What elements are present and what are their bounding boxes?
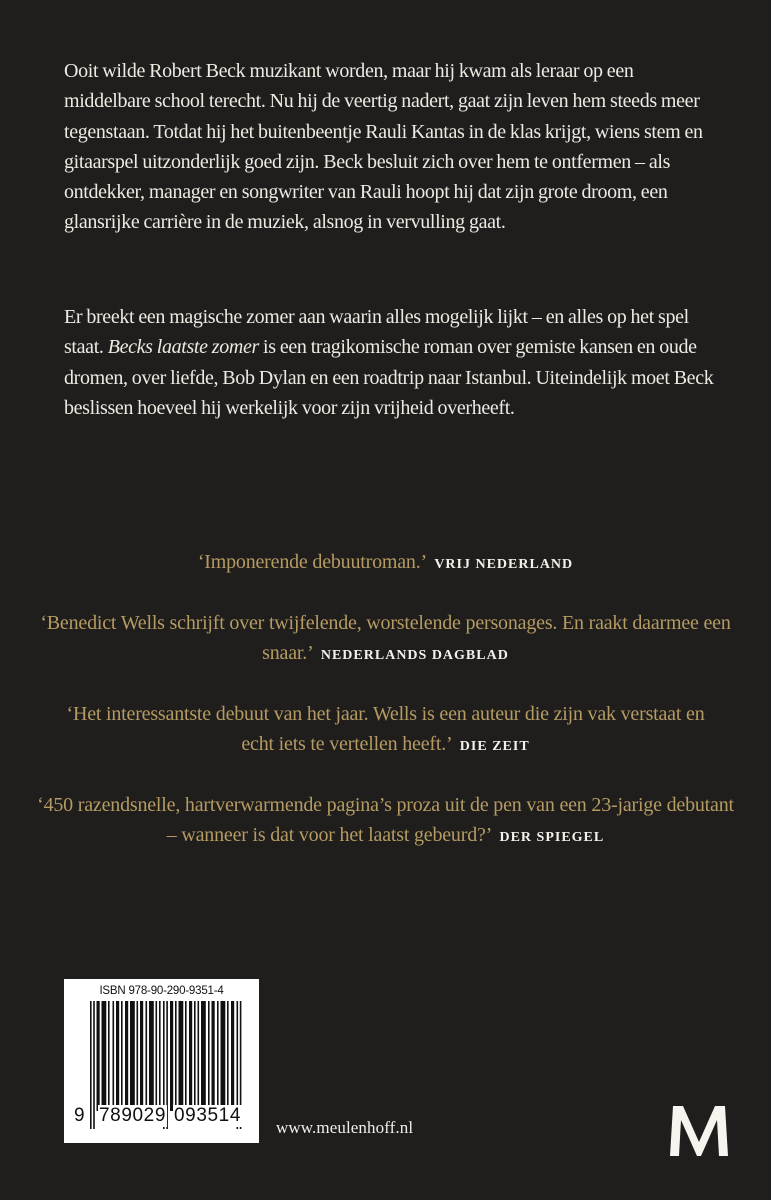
press-quotes (0, 547, 771, 854)
ean-right-group: 093514 (174, 1105, 242, 1126)
quote-source: DIE ZEIT (459, 739, 530, 754)
ean-first-digit: 9 (74, 1105, 86, 1126)
quote-text: ‘Benedict Wells schrijft over twijfelende, worstelende personages. En raakt daarmee een snaar.’ (40, 611, 731, 664)
blurb-text-2 (64, 302, 714, 423)
quote-text: ‘Imponerende debuutroman.’ (197, 551, 426, 573)
quote-source: VRIJ NEDERLAND (434, 557, 574, 572)
ean-left-group: 789029 (99, 1105, 167, 1126)
blurb-text-1: Ooit wilde Robert Beck muzikant worden, maar hij kwam als leraar op een middelbare school terecht. Nu hij de veertig nadert, gaat zijn leven hem steeds meer tegenstaan. Totdat hij het buitenbeentje Rauli Kantas in de klas krijgt, wiens stem en gitaarspel uitzonderlijk goed zijn. Beck besluit zich over hem te ontfermen – als ontdekker, manager en songwriter van Rauli hoopt hij dat zijn grote droom, een glansrijke carrière in de muziek, alsnog in vervulling gaat. (64, 60, 703, 234)
book-title: Becks laatste zomer (107, 336, 259, 359)
isbn-label: ISBN 978-90-290-9351-4 (99, 985, 224, 997)
isbn-barcode (64, 979, 259, 1143)
press-quote (66, 699, 706, 763)
blurb-paragraph-1 (64, 56, 714, 238)
quote-source: DER SPIEGEL (499, 830, 605, 845)
quote-source: NEDERLANDS DAGBLAD (320, 648, 509, 663)
blurb-text-2-before: Er breekt een magische zomer aan waarin alles mogelijk lijkt – en alles op het spel staat. (64, 306, 689, 359)
publisher-website-link[interactable]: www.meulenhoff.nl (276, 1118, 414, 1137)
meulenhoff-m-logo-icon (668, 1104, 730, 1158)
quote-text: ‘Het interessantste debuut van het jaar. Wells is een auteur die zijn vak verstaat en echt iets te vertellen heeft.’ (66, 702, 705, 755)
press-quote (36, 790, 736, 854)
blurb-paragraph-2 (64, 302, 714, 423)
press-quote (36, 608, 736, 672)
blurb-text-2-after: is een tragikomische roman over gemiste kansen en oude dromen, over liefde, Bob Dylan en een roadtrip naar Istanbul. Uiteindelijk moet Beck beslissen hoeveel hij werkelijk voor zijn vrijheid overheeft. (64, 336, 714, 419)
quote-text: ‘450 razendsnelle, hartverwarmende pagina’s proza uit de pen van een 23-jarige debutant – wanneer is dat voor het laatst gebeurd?’ (37, 793, 734, 846)
press-quote (36, 547, 736, 581)
